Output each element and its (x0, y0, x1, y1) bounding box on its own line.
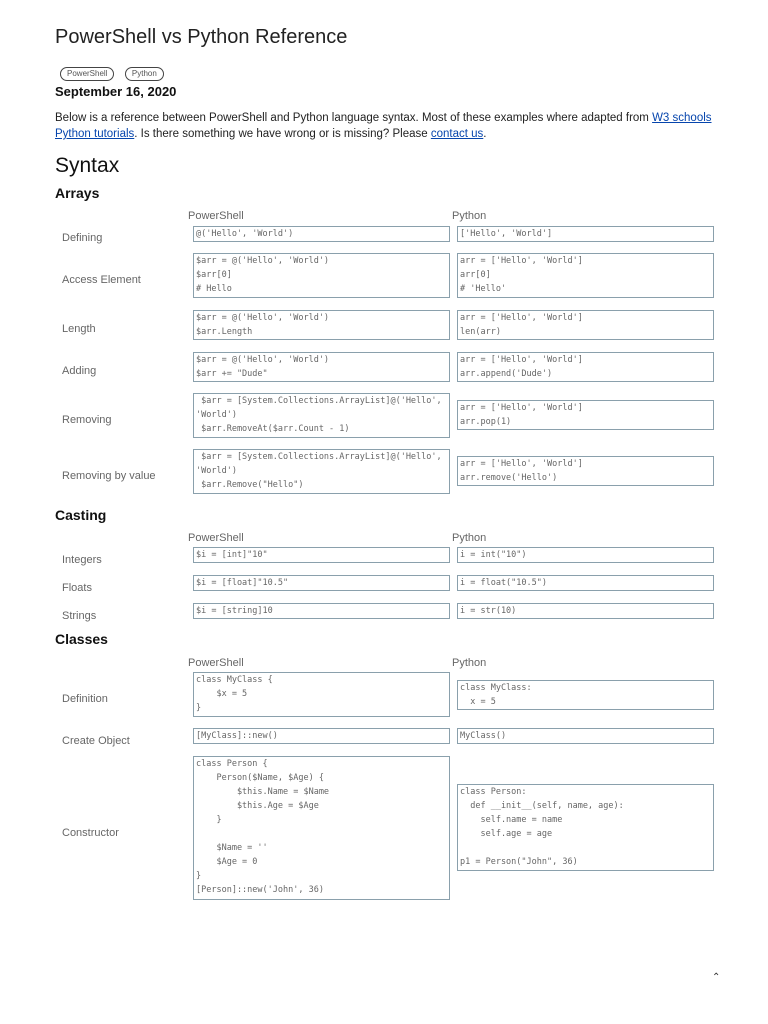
python-code-block: i = int("10") (457, 547, 714, 563)
column-header-powershell: PowerShell (188, 532, 244, 544)
column-header-powershell: PowerShell (188, 210, 244, 222)
row-label: Floats (62, 582, 92, 594)
column-header-powershell: PowerShell (188, 657, 244, 669)
column-header-python: Python (452, 532, 487, 544)
powershell-code-block: $arr = @('Hello', 'World') $arr[0] # Hello (193, 253, 450, 298)
tag-python[interactable]: Python (125, 67, 164, 81)
row-label: Adding (62, 365, 97, 377)
arrays-heading: Arrays (55, 185, 100, 201)
intro-text: Below is a reference between PowerShell and Python language syntax. Most of these examples where adapted from (55, 112, 653, 124)
python-code-block: class MyClass: x = 5 (457, 680, 714, 710)
python-code-block: arr = ['Hello', 'World'] arr.remove('Hello') (457, 456, 714, 486)
page-title: PowerShell vs Python Reference (55, 26, 348, 48)
row-label: Defining (62, 232, 103, 244)
powershell-code-block: $arr = @('Hello', 'World') $arr.Length (193, 310, 450, 340)
python-code-block: arr = ['Hello', 'World'] arr[0] # 'Hello' (457, 253, 714, 298)
column-header-python: Python (452, 210, 487, 222)
python-code-block: arr = ['Hello', 'World'] arr.pop(1) (457, 400, 714, 430)
powershell-code-block: $i = [int]"10" (193, 547, 450, 563)
row-label: Removing (62, 414, 112, 426)
powershell-code-block: $arr = @('Hello', 'World') $arr += "Dude" (193, 352, 450, 382)
powershell-code-block: class Person { Person($Name, $Age) { $this.Name = $Name $this.Age = $Age } $Name = '' $Age = 0 } [Person]::new('John', 36) (193, 756, 450, 900)
classes-heading: Classes (55, 631, 108, 647)
row-label: Constructor (62, 827, 119, 839)
post-date: September 16, 2020 (55, 84, 177, 99)
tag-powershell[interactable]: PowerShell (60, 67, 114, 81)
casting-heading: Casting (55, 507, 107, 523)
contact-us-link[interactable]: contact us (430, 128, 484, 140)
python-code-block: i = str(10) (457, 603, 714, 619)
python-code-block: arr = ['Hello', 'World'] arr.append('Dude') (457, 352, 714, 382)
row-label: Definition (62, 693, 108, 705)
chevron-up-icon[interactable]: ⌃ (712, 972, 721, 983)
powershell-code-block: $i = [float]"10.5" (193, 575, 450, 591)
python-code-block: class Person: def __init__(self, name, age): self.name = name self.age = age p1 = Person("John", 36) (457, 784, 714, 871)
tag-list (60, 63, 170, 81)
powershell-code-block: @('Hello', 'World') (193, 226, 450, 242)
row-label: Access Element (62, 274, 141, 286)
row-label: Strings (62, 610, 97, 622)
intro-paragraph (55, 110, 717, 142)
powershell-code-block: [MyClass]::new() (193, 728, 450, 744)
row-label: Removing by value (62, 470, 156, 482)
python-code-block: i = float("10.5") (457, 575, 714, 591)
intro-text: . (483, 128, 487, 140)
row-label: Length (62, 323, 96, 335)
powershell-code-block: class MyClass { $x = 5 } (193, 672, 450, 717)
row-label: Create Object (62, 735, 130, 747)
python-code-block: MyClass() (457, 728, 714, 744)
column-header-python: Python (452, 657, 487, 669)
w3-schools-link[interactable]: W3 schools Python tutorials (55, 112, 712, 140)
python-code-block: arr = ['Hello', 'World'] len(arr) (457, 310, 714, 340)
row-label: Integers (62, 554, 102, 566)
intro-text: . Is there something we have wrong or is missing? Please (134, 128, 431, 140)
powershell-code-block: $arr = [System.Collections.ArrayList]@('Hello', 'World') $arr.RemoveAt($arr.Count - 1) (193, 393, 450, 438)
powershell-code-block: $arr = [System.Collections.ArrayList]@('Hello', 'World') $arr.Remove("Hello") (193, 449, 450, 494)
powershell-code-block: $i = [string]10 (193, 603, 450, 619)
python-code-block: ['Hello', 'World'] (457, 226, 714, 242)
syntax-heading: Syntax (55, 154, 120, 177)
